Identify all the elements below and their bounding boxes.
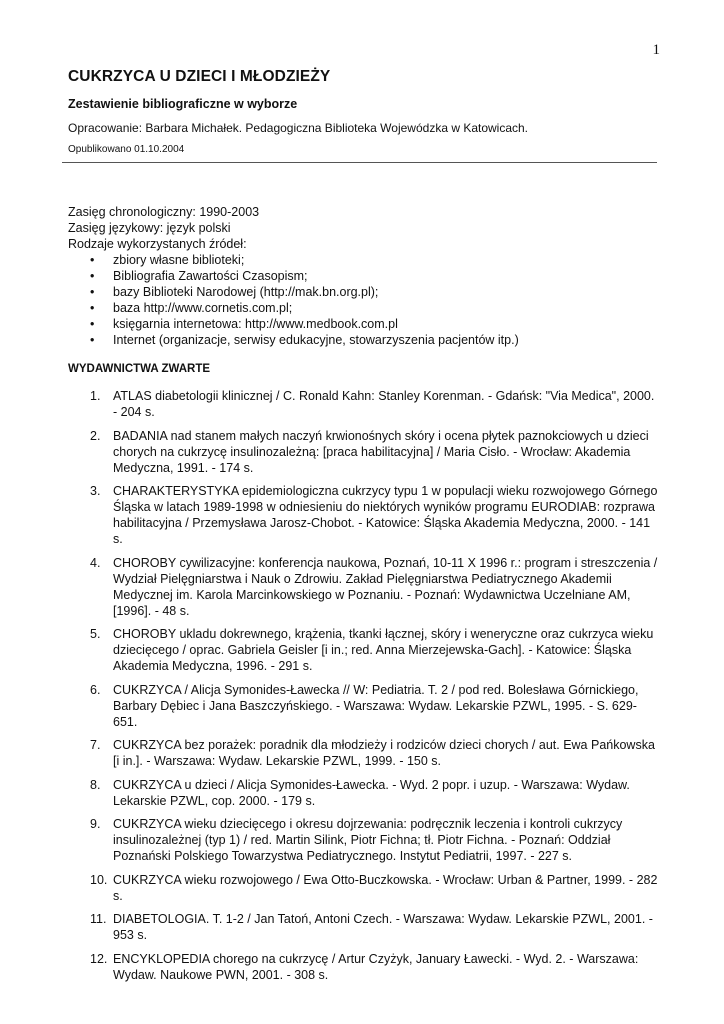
source-text: księgarnia internetowa: http://www.medbook.com.pl bbox=[113, 317, 398, 331]
entry-number: 8. bbox=[90, 777, 101, 792]
bibliography-entry bbox=[68, 428, 660, 476]
bibliography-entry bbox=[68, 483, 660, 547]
bibliography-entry bbox=[68, 911, 660, 943]
entry-number: 6. bbox=[90, 682, 101, 697]
scope-info bbox=[68, 204, 658, 348]
entry-text: CUKRZYCA wieku rozwojowego / Ewa Otto-Buczkowska. - Wrocław: Urban & Partner, 1999. - 282 s. bbox=[113, 872, 658, 903]
list-item bbox=[90, 300, 658, 316]
sources-label: Rodzaje wykorzystanych źródeł: bbox=[68, 237, 247, 251]
entry-text: CHARAKTERYSTYKA epidemiologiczna cukrzycy typu 1 w populacji wieku rozwojowego Górnego Śląska w latach 1989-1998 w odniesieniu do niektórych wyników programu EURODIAB: rozprawa habilitacyjna / Przemysława Jarosz-Chobot. - Katowice: Śląska Akademia Medyczna, 2000. - 141 s. bbox=[113, 484, 658, 546]
list-item bbox=[90, 284, 658, 300]
bullet-icon: • bbox=[90, 253, 95, 267]
bibliography-entry bbox=[68, 555, 660, 619]
entry-text: ENCYKLOPEDIA chorego na cukrzycę / Artur Czyżyk, January Ławecki. - Wyd. 2. - Warszawa: Wydaw. Naukowe PWN, 2001. - 308 s. bbox=[113, 951, 639, 982]
publication-date: Opublikowano 01.10.2004 bbox=[68, 144, 185, 155]
entry-number: 7. bbox=[90, 738, 101, 752]
source-text: bazy Biblioteki Narodowej (http://mak.bn.org.pl); bbox=[113, 285, 379, 299]
entry-text: CUKRZYCA bez porażek: poradnik dla młodzieży i rodziców dzieci chorych / aut. Ewa Pańkowska [i in.]. - Warszawa: Wydaw. Lekarskie PZWL, 1999. - 150 s. bbox=[113, 738, 655, 768]
bibliography-entry bbox=[68, 951, 660, 983]
document-author: Opracowanie: Barbara Michałek. Pedagogiczna Biblioteka Wojewódzka w Katowicach. bbox=[68, 121, 529, 135]
entry-text: CUKRZYCA u dzieci / Alicja Symonides-Ławecka. - Wyd. 2 popr. i uzup. - Warszawa: Wydaw. Lekarskie PZWL, cop. 2000. - 179 s. bbox=[113, 777, 630, 808]
entry-text: CUKRZYCA / Alicja Symonides-Ławecka // W: Pediatria. T. 2 / pod red. Bolesława Górnickiego, Barbary Dębiec i Jana Baszczyńskiego. - Warszawa: Wydaw. Lekarskie PZWL, 1995. - S. 629-651. bbox=[113, 682, 639, 729]
bibliography-entry bbox=[68, 626, 660, 674]
entry-number: 10. bbox=[90, 872, 108, 887]
bibliography-entry bbox=[68, 872, 660, 904]
bullet-icon: • bbox=[90, 333, 95, 347]
entry-number: 1. bbox=[90, 389, 101, 403]
entry-number: 11. bbox=[90, 912, 107, 926]
entry-text: DIABETOLOGIA. T. 1-2 / Jan Tatoń, Antoni Czech. - Warszawa: Wydaw. Lekarskie PZWL, 2001. - 953 s. bbox=[113, 912, 653, 942]
list-item bbox=[90, 252, 658, 268]
chronological-scope: Zasięg chronologiczny: 1990-2003 bbox=[68, 205, 260, 219]
page-number: 1 bbox=[652, 42, 660, 58]
entry-text: BADANIA nad stanem małych naczyń krwionośnych skóry i ocena płytek paznokciowych u dzieci chorych na cukrzycę insulinozależną: [praca habilitacyjna] / Maria Cisło. - Wrocław: Akademia Medyczna, 1991. - 174 s. bbox=[113, 428, 649, 475]
bibliography-list bbox=[68, 388, 660, 990]
language-scope: Zasięg językowy: język polski bbox=[68, 221, 231, 235]
list-item bbox=[90, 332, 658, 348]
document-subtitle: Zestawienie bibliograficzne w wyborze bbox=[68, 97, 298, 111]
source-text: zbiory własne biblioteki; bbox=[113, 253, 245, 267]
source-text: Bibliografia Zawartości Czasopism; bbox=[113, 269, 308, 283]
source-text: baza http://www.cornetis.com.pl; bbox=[113, 301, 293, 315]
entry-number: 4. bbox=[90, 555, 101, 570]
source-text: Internet (organizacje, serwisy edukacyjne, stowarzyszenia pacjentów itp.) bbox=[113, 333, 519, 347]
document-title: CUKRZYCA U DZIECI I MŁODZIEŻY bbox=[68, 68, 331, 85]
bibliography-entry bbox=[68, 737, 660, 769]
entry-number: 2. bbox=[90, 428, 101, 443]
entry-number: 12. bbox=[90, 951, 108, 966]
bullet-icon: • bbox=[90, 269, 95, 283]
list-item bbox=[90, 268, 658, 284]
entry-number: 5. bbox=[90, 627, 101, 641]
entry-text: CHOROBY ukladu dokrewnego, krążenia, tkanki łącznej, skóry i weneryczne oraz cukrzyca wieku dziecięcego / oprac. Gabriela Geisler [i in.; red. Anna Mierzejewska-Gach]. - Katowice: Śląska Akademia Medyczna, 1996. - 291 s. bbox=[113, 627, 654, 673]
bullet-icon: • bbox=[90, 317, 95, 331]
bibliography-entry bbox=[68, 388, 660, 420]
entry-text: CHOROBY cywilizacyjne: konferencja naukowa, Poznań, 10-11 X 1996 r.: program i streszczenia / Wydział Pielęgniarstwa i Nauk o Zdrowiu. Zakład Pielęgniarstwa Pediatrycznego Akademii Medycznej im. Karola Marcinkowskiego w Poznaniu. - Poznań: Wydawnictwa Uczelniane AM, [1996]. - 48 s. bbox=[113, 555, 658, 618]
bullet-icon: • bbox=[90, 301, 95, 315]
entry-number: 3. bbox=[90, 484, 101, 498]
bibliography-entry bbox=[68, 682, 660, 730]
entry-text: ATLAS diabetologii klinicznej / C. Ronald Kahn: Stanley Korenman. - Gdańsk: "Via Medica", 2000. - 204 s. bbox=[113, 389, 655, 419]
entry-text: CUKRZYCA wieku dziecięcego i okresu dojrzewania: podręcznik leczenia i kontroli cukrzycy insulinozależnej (typ 1) / red. Martin Silink, Piotr Fichna; tł. Piotr Fichna. - Poznań: Oddział Poznański Polskiego Towarzystwa Pediatrycznego. Instytut Pediatrii, 1997. - 227 s. bbox=[113, 817, 623, 863]
list-item bbox=[90, 316, 658, 332]
header-divider bbox=[62, 162, 657, 163]
sources-list bbox=[68, 252, 658, 348]
bullet-icon: • bbox=[90, 285, 95, 299]
entry-number: 9. bbox=[90, 817, 101, 831]
bibliography-entry bbox=[68, 777, 660, 809]
section-heading: WYDAWNICTWA ZWARTE bbox=[68, 363, 211, 375]
bibliography-entry bbox=[68, 816, 660, 864]
